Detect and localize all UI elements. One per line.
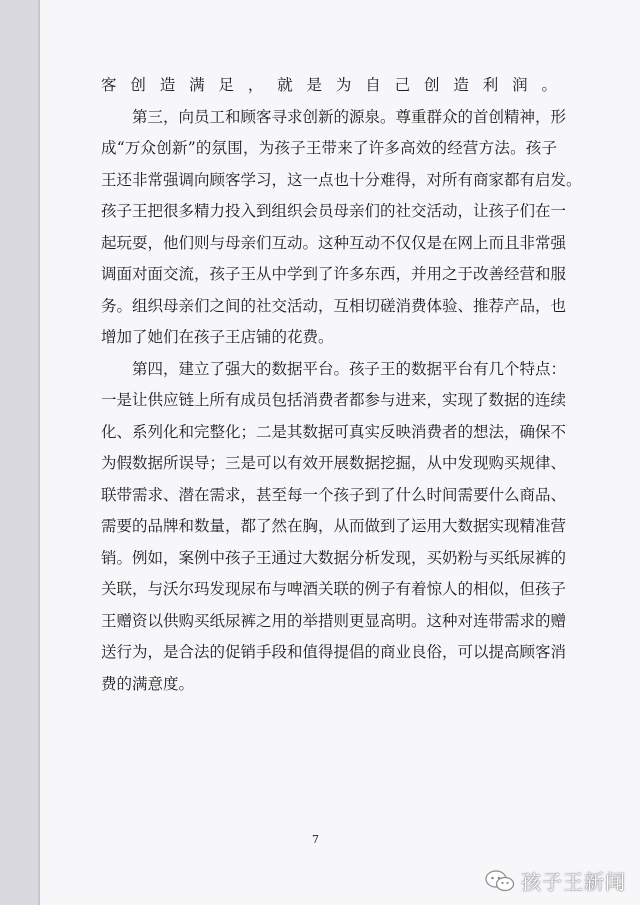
body-line-20: 费的满意度。	[101, 674, 195, 693]
body-line-10: 第四，建立了强大的数据平台。孩子王的数据平台有几个特点：	[132, 359, 567, 378]
body-line-14: 联带需求、潜在需求，甚至每一个孩子到了什么时间需要什么商品、	[101, 485, 567, 504]
body-line-11: 一是让供应链上所有成员包括消费者都参与进来，实现了数据的连续	[101, 391, 567, 409]
scan-edge	[0, 0, 38, 905]
body-line-8: 务。组织母亲们之间的社交活动，互相切磋消费体验、推荐产品，也	[101, 296, 567, 315]
body-line-17: 关联，与沃尔玛发现尿布与啤酒关联的例子有着惊人的相似，但孩子	[101, 580, 567, 598]
body-line-4: 王还非常强调向顾客学习，这一点也十分难得，对所有商家都有启发。	[101, 170, 582, 189]
body-line-5: 孩子王把很多精力投入到组织会员母亲们的社交活动，让孩子们在一	[101, 202, 567, 220]
body-line-15: 需要的品牌和数量，都了然在胸，从而做到了运用大数据实现精准营	[101, 517, 567, 535]
watermark	[485, 866, 626, 895]
body-line-9: 增加了她们在孩子王店铺的花费。	[101, 328, 334, 346]
body-line-13: 为假数据所误导；三是可以有效开展数据挖掘，从中发现购买规律、	[101, 454, 567, 472]
body-line-2: 第三，向员工和顾客寻求创新的源泉。尊重群众的首创精神，形	[132, 107, 567, 126]
body-line-3: 成“万众创新”的氛围，为孩子王带来了许多高效的经营方法。孩子	[101, 139, 557, 157]
watermark-text: 孩子王新闻	[521, 870, 626, 894]
body-line-19: 送行为，是合法的促销手段和值得提倡的商业良俗，可以提高顾客消	[101, 643, 567, 661]
body-line-1: 客创造满足，就是为自己创造利润。	[101, 76, 557, 94]
wechat-icon	[485, 870, 515, 892]
page-number: 7	[312, 833, 319, 846]
body-line-18: 王赠资以供购买纸尿裤之用的举措则更显高明。这种对连带需求的赠	[101, 611, 567, 630]
body-line-6: 起玩耍，他们则与母亲们互动。这种互动不仅仅是在网上而且非常强	[101, 233, 567, 252]
body-line-12: 化、系列化和完整化；二是其数据可真实反映消费者的想法，确保不	[101, 422, 567, 441]
body-line-16: 销。例如，案例中孩子王通过大数据分析发现，买奶粉与买纸尿裤的	[101, 548, 567, 567]
document-body	[101, 70, 582, 700]
body-line-7: 调面对面交流，孩子王从中学到了许多东西，并用之于改善经营和服	[101, 265, 567, 283]
